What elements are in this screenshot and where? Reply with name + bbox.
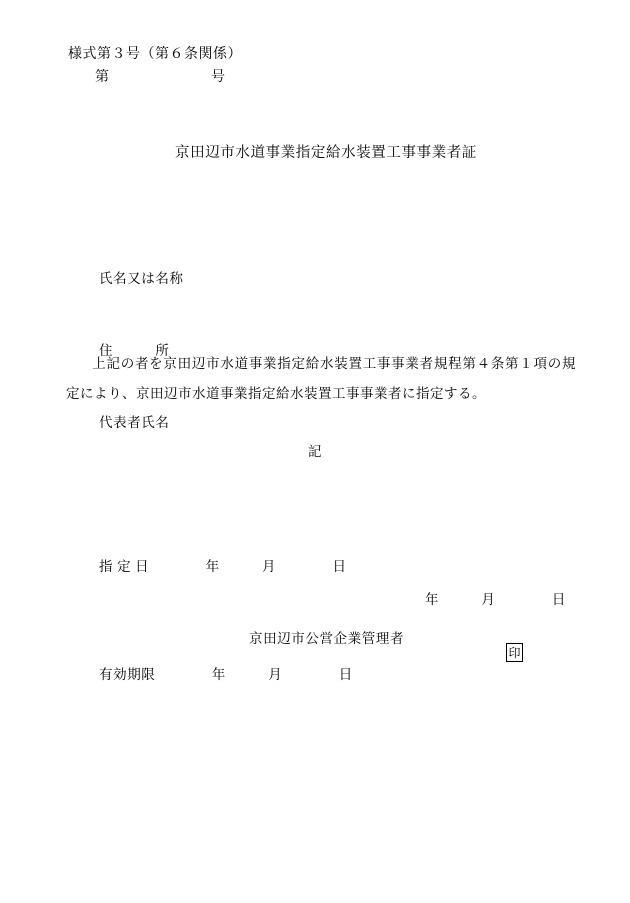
- seal-stamp-icon: 印: [506, 643, 523, 662]
- document-number-line: 第 号: [95, 70, 226, 85]
- body-paragraph-text: 上記の者を京田辺市水道事業指定給水装置工事事業者規程第４条第１項の規定により、京田辺市水道事業指定給水装置工事事業者に指定する。: [66, 356, 576, 401]
- ki-mark: 記: [308, 444, 322, 459]
- field-label-address: 住 所: [99, 343, 170, 358]
- field-label-name: 氏名又は名称: [99, 271, 184, 286]
- designation-date-row: 指 定 日 年 月 日: [99, 559, 347, 574]
- body-paragraph: [66, 349, 576, 409]
- issuer-name: 京田辺市公営企業管理者: [249, 631, 405, 646]
- issue-date-row: 年 月 日: [425, 592, 566, 607]
- form-number: 様式第３号（第６条関係）: [68, 47, 242, 62]
- expiry-date-row: 有効期限 年 月 日: [99, 667, 353, 682]
- date-rows: [99, 477, 353, 765]
- field-label-representative: 代表者氏名: [99, 415, 170, 430]
- page-title: 京田辺市水道事業指定給水装置工事事業者証: [175, 145, 477, 161]
